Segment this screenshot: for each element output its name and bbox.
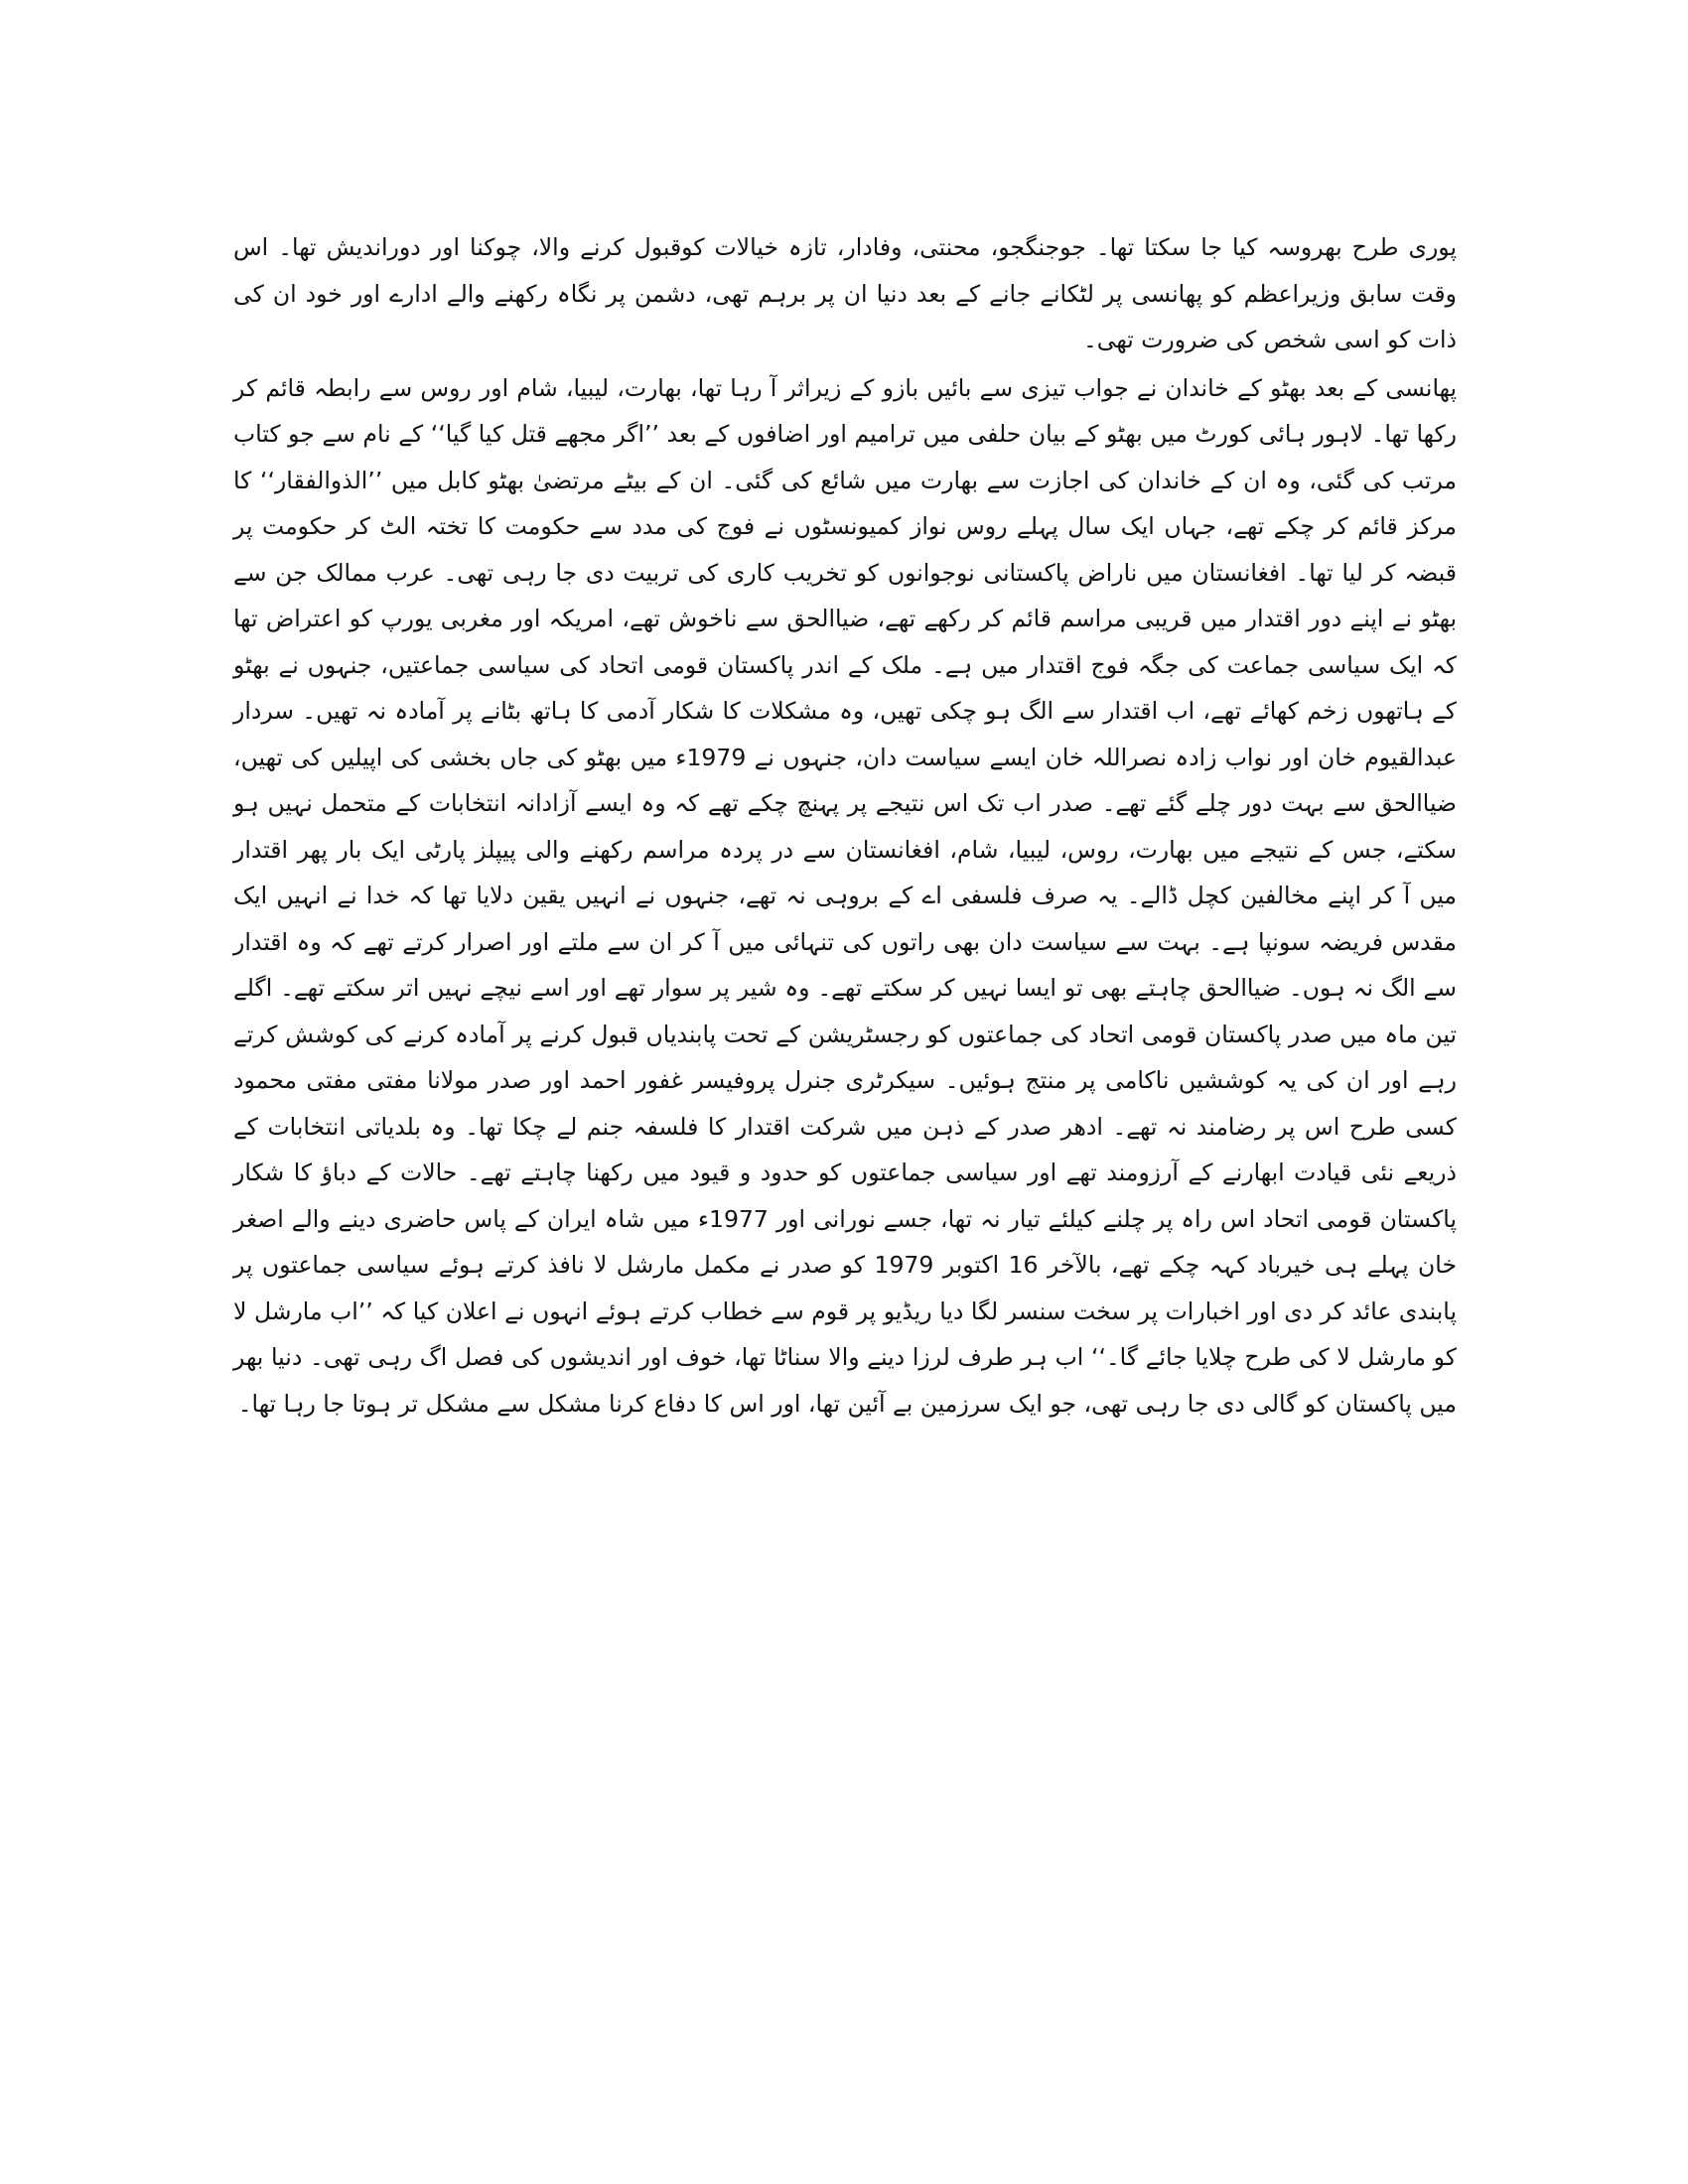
paragraph-main: پھانسی کے بعد بھٹو کے خاندان نے جواب تیزی سے بائیں بازو کے زیراثر آ رہا تھا، بھارت، لیبیا، شام اور روس سے رابطہ قائم کر رکھا تھا۔ لاہور ہائی کورٹ میں بھٹو کے بیان حلفی میں ترامیم اور اضافوں کے بعد ’’اگر مجھے قتل کیا گیا‘‘ کے نام سے جو کتاب مرتب کی گئی، وہ ان کے خاندان کی اجازت سے بھارت میں شائع کی گئی۔ ان کے بیٹے مرتضیٰ بھٹو کابل میں ’’الذوالفقار‘‘ کا مرکز قائم کر چکے تھے، جہاں ایک سال پہلے روس نواز کمیونسٹوں نے فوج کی مدد سے حکومت کا تختہ الٹ کر حکومت پر قبضہ کر لیا تھا۔ افغانستان میں ناراض پاکستانی نوجوانوں کو تخریب کاری کی تربیت دی جا رہی تھی۔ عرب ممالک جن سے بھٹو نے اپنے دور اقتدار میں قریبی مراسم قائم کر رکھے تھے، ضیاالحق سے ناخوش تھے، امریکہ اور مغربی یورپ کو اعتراض تھا کہ ایک سیاسی جماعت کی جگہ فوج اقتدار میں ہے۔ ملک کے اندر پاکستان قومی اتحاد کی سیاسی جماعتیں، جنہوں نے بھٹو کے ہاتھوں زخم کھائے تھے، اب اقتدار سے الگ ہو چکی تھیں، وہ مشکلات کا شکار آدمی کا ہاتھ بٹانے پر آمادہ نہ تھیں۔ سردار عبدالقیوم خان اور نواب زادہ نصراللہ خان ایسے سیاست دان، جنہوں نے 1979ء میں بھٹو کی جاں بخشی کی اپیلیں کی تھیں، ضیاالحق سے بہت دور چلے گئے تھے۔ صدر اب تک اس نتیجے پر پہنچ چکے تھے کہ وہ ایسے آزادانہ انتخابات کے متحمل نہیں ہو سکتے، جس کے نتیجے میں بھارت، روس، لیبیا، شام، افغانستان سے در پردہ مراسم رکھنے والی پیپلز پارٹی ایک بار پھر اقتدار میں آ کر اپنے مخالفین کچل ڈالے۔ یہ صرف فلسفی اے کے بروہی نہ تھے، جنہوں نے انہیں یقین دلایا تھا کہ خدا نے انہیں ایک مقدس فریضہ سونپا ہے۔ بہت سے سیاست دان بھی راتوں کی تنہائی میں آ کر ان سے ملتے اور اصرار کرتے تھے کہ وہ اقتدار سے الگ نہ ہوں۔ ضیاالحق چاہتے بھی تو ایسا نہیں کر سکتے تھے۔ وہ شیر پر سوار تھے اور اسے نیچے نہیں اتر سکتے تھے۔ اگلے تین ماہ میں صدر پاکستان قومی اتحاد کی جماعتوں کو رجسٹریشن کے تحت پابندیاں قبول کرنے پر آمادہ کرنے کی کوشش کرتے رہے اور ان کی یہ کوششیں ناکامی پر منتج ہوئیں۔ سیکرٹری جنرل پروفیسر غفور احمد اور صدر مولانا مفتی مفتی محمود کسی طرح اس پر رضامند نہ تھے۔ ادھر صدر کے ذہن میں شرکت اقتدار کا فلسفہ جنم لے چکا تھا۔ وہ بلدیاتی انتخابات کے ذریعے نئی قیادت ابھارنے کے آرزومند تھے اور سیاسی جماعتوں کو حدود و قیود میں رکھنا چاہتے تھے۔ حالات کے دباؤ کا شکار پاکستان قومی اتحاد اس راہ پر چلنے کیلئے تیار نہ تھا، جسے نورانی اور 1977ء میں شاہ ایران کے پاس حاضری دینے والے اصغر خان پہلے ہی خیرباد کہہ چکے تھے، بالآخر 16 اکتوبر 1979 کو صدر نے مکمل مارشل لا نافذ کرتے ہوئے سیاسی جماعتوں پر پابندی عائد کر دی اور اخبارات پر سخت سنسر لگا دیا ریڈیو پر قوم سے خطاب کرتے ہوئے انہوں نے اعلان کیا کہ ’’اب مارشل لا کو مارشل لا کی طرح چلایا جائے گا۔‘‘ اب ہر طرف لرزا دینے والا سناٹا تھا، خوف اور اندیشوں کی فصل اگ رہی تھی۔ دنیا بھر میں پاکستان کو گالی دی جا رہی تھی، جو ایک سرزمین بے آئین تھا، اور اس کا دفاع کرنا مشکل سے مشکل تر ہوتا جا رہا تھا۔ bbox=[233, 373, 1458, 1418]
body-text bbox=[233, 224, 1457, 1427]
paragraph-continuation: پوری طرح بھروسہ کیا جا سکتا تھا۔ جوجنگجو، محنتی، وفادار، تازہ خیالات کوقبول کرنے والا، چوکنا اور دوراندیش تھا۔ اس وقت سابق وزیراعظم کو پھانسی پر لٹکانے جانے کے بعد دنیا ان پر برہم تھی، دشمن پر نگاہ رکھنے والے ادارے اور خود ان کی ذات کو اسی شخص کی ضرورت تھی۔ bbox=[233, 233, 1457, 353]
